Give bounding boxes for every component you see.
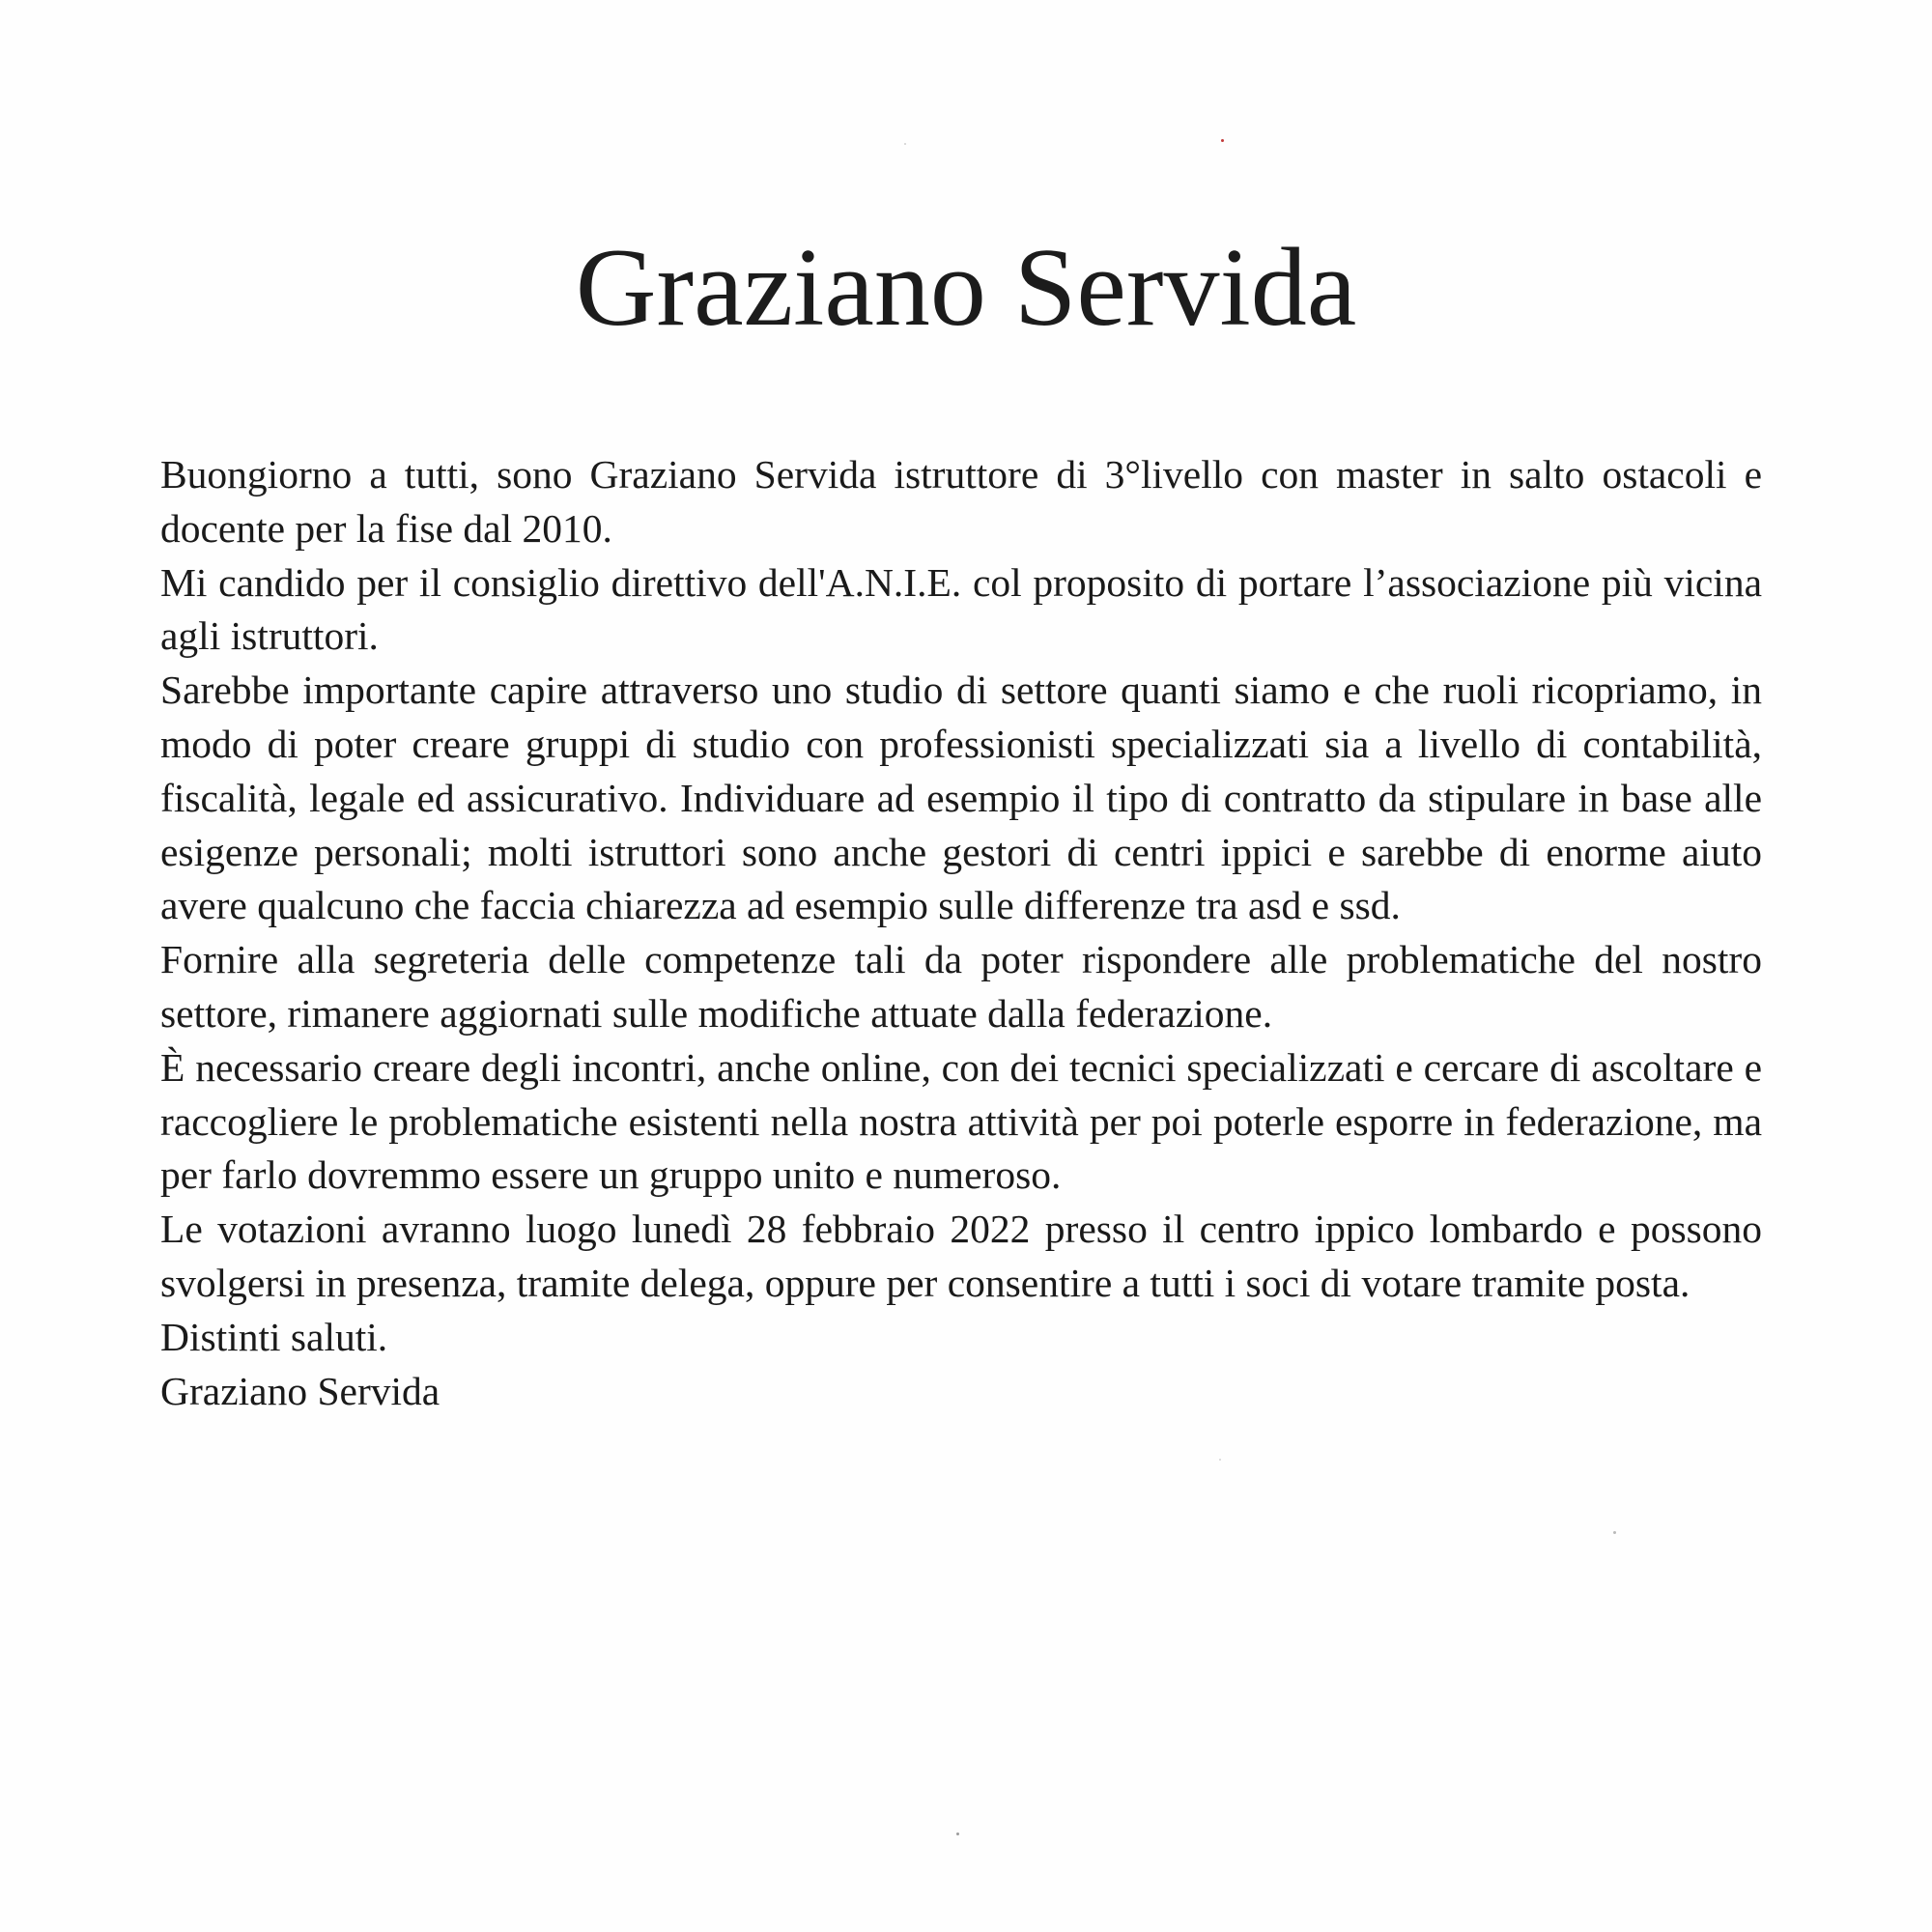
paragraph-secretariat: Fornire alla segreteria delle competenze tali da poter rispondere alle problematiche del nostro settore, rimanere aggiornati sulle modifiche attuate dalla federazione.	[160, 937, 1762, 1036]
paragraph-study-groups: Sarebbe importante capire attraverso uno studio di settore quanti siamo e che ruoli ricopriamo, in modo di poter creare gruppi di studio con professionisti specializzati sia a livello di contabilità, fiscalità, legale ed assicurativo. Individuare ad esempio il tipo di contratto da stipulare in base alle esigenze personali; molti istruttori sono anche gestori di centri ippici e sarebbe di enorme aiuto avere qualcuno che faccia chiarezza ad esempio sulle differenze tra asd e ssd.	[160, 668, 1762, 928]
paragraph-candidacy: Mi candido per il consiglio direttivo dell'A.N.I.E. col proposito di portare l’associazione più vicina agli istruttori.	[160, 559, 1762, 659]
signature-name: Graziano Servida	[160, 1368, 440, 1413]
paragraph-meetings: È necessario creare degli incontri, anche online, con dei tecnici specializzati e cercare di ascoltare e raccogliere le problematiche esistenti nella nostra attività per poi poterle esporre in federazione, ma per farlo dovremmo essere un gruppo unito e numeroso.	[160, 1044, 1762, 1198]
scan-speck	[956, 1833, 959, 1835]
scan-speck	[904, 143, 906, 145]
document-body	[160, 448, 1762, 1418]
closing-salutation: Distinti saluti.	[160, 1314, 388, 1359]
document-title: Graziano Servida	[575, 226, 1357, 350]
paragraph-introduction: Buongiorno a tutti, sono Graziano Servida istruttore di 3°livello con master in salto ostacoli e docente per la fise dal 2010.	[160, 452, 1762, 551]
scan-speck	[1221, 139, 1224, 142]
paragraph-voting: Le votazioni avranno luogo lunedì 28 febbraio 2022 presso il centro ippico lombardo e possono svolgersi in presenza, tramite delega, oppure per consentire a tutti i soci di votare tramite posta.	[160, 1207, 1762, 1305]
scan-speck	[1613, 1531, 1616, 1534]
scan-speck	[1219, 1459, 1221, 1461]
